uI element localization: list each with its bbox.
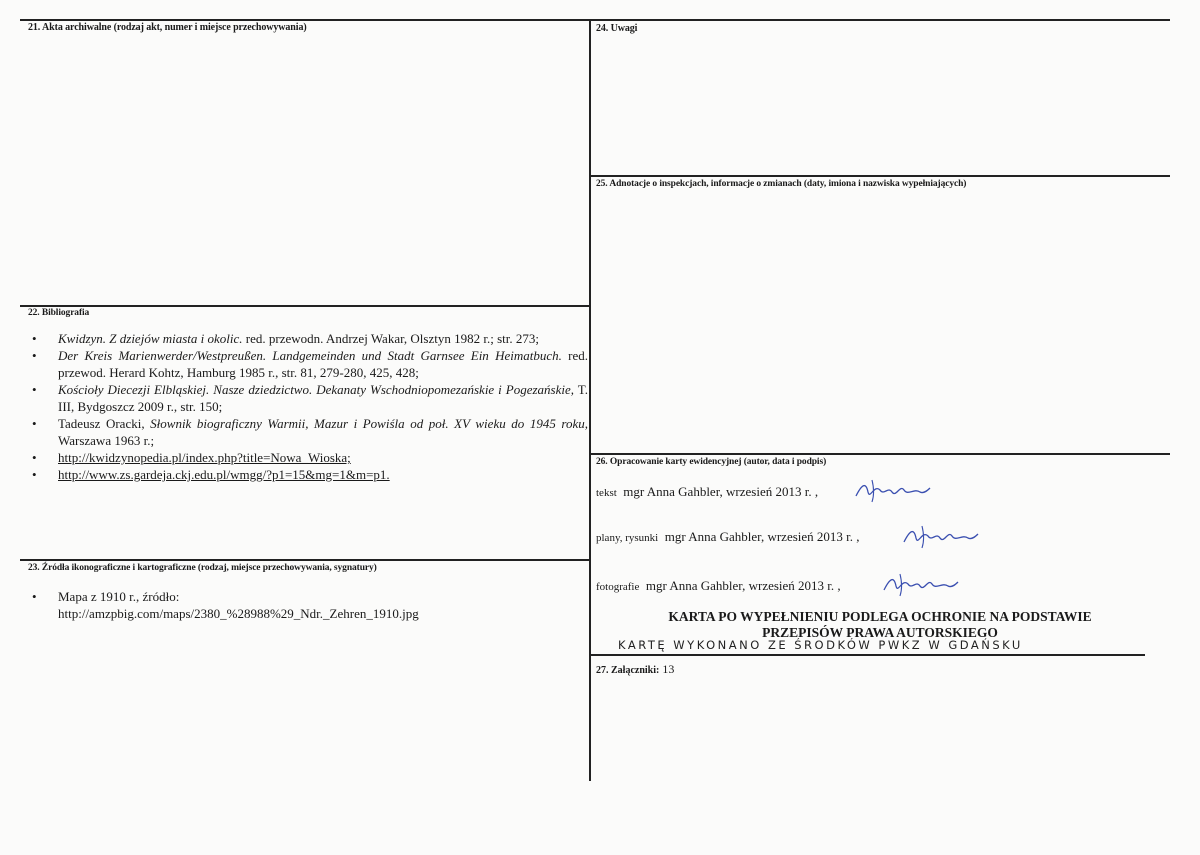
bibliography-item: [30, 330, 588, 347]
bibliography-link-item: [30, 466, 588, 483]
signature-3: [880, 572, 960, 598]
section-21-label: 21. Akta archiwalne (rodzaj akt, numer i miejsce przechowywania): [28, 22, 307, 33]
divider-26: [589, 453, 1170, 455]
divider-27: [589, 654, 1145, 656]
bullet: •: [32, 589, 37, 604]
author-row-text: [596, 484, 818, 500]
bibliography-item: [30, 381, 588, 415]
bib-title: Kościoły Diecezji Elbląskiej. Nasze dziedzictwo. Dekanaty Wschodniopomezańskie i Pogezańskie,: [58, 382, 575, 397]
copyright-notice-line2: PRZEPISÓW PRAWA AUTORSKIEGO: [762, 625, 998, 640]
kwidzynopedia-link[interactable]: http://kwidzynopedia.pl/index.php?title=Nowa_Wioska;: [58, 450, 351, 465]
attachments-row: [596, 662, 674, 677]
divider-22: [20, 305, 589, 307]
section-25-label: 25. Adnotacje o inspekcjach, informacje o zmianach (daty, imiona i nazwiska wypełniających): [596, 179, 967, 189]
bib-details: red. przewodn. Andrzej Wakar, Olsztyn 1982 r.; str. 273;: [242, 331, 539, 346]
divider-25: [589, 175, 1170, 177]
section-27-label: 27. Załączniki:: [596, 665, 660, 676]
center-divider: [589, 19, 591, 781]
bibliography-item: [30, 415, 588, 449]
bibliography-item: [30, 347, 588, 381]
map-source-line1: Mapa z 1910 r., źródło:: [58, 589, 180, 604]
top-border: [20, 19, 1170, 21]
author-row-plans: [596, 529, 860, 545]
gardeja-link[interactable]: http://www.zs.gardeja.ckj.edu.pl/wmgg/?p1=15&mg=1&m=p1.: [58, 467, 390, 482]
author-row-photos: [596, 578, 841, 594]
attachments-count: 13: [662, 662, 675, 676]
section-24-label: 24. Uwagi: [596, 23, 638, 34]
row-value: mgr Anna Gahbler, wrzesień 2013 r. ,: [645, 578, 841, 593]
bibliography-list: [30, 330, 588, 483]
bib-author: Tadeusz Oracki,: [58, 416, 151, 431]
bib-details: Warszawa 1963 r.;: [58, 433, 155, 448]
row-key: plany, rysunki: [596, 532, 659, 544]
map-source-url: http://amzpbig.com/maps/2380_%28988%29_Ndr._Zehren_1910.jpg: [58, 606, 419, 621]
handwritten-funding-note: KARTĘ WYKONANO ZE ŚRODKÓW PWKZ W GDAŃSKU: [618, 638, 1023, 652]
bib-details: red. przewod. Herard Kohtz, Hamburg 1985 r., str. 81, 279-280, 425, 428;: [58, 348, 588, 380]
section-26-label: 26. Opracowanie karty ewidencyjnej (autor, data i podpis): [596, 457, 827, 467]
row-key: tekst: [596, 487, 617, 499]
signature-2: [900, 524, 980, 550]
map-source: [30, 588, 570, 622]
row-value: mgr Anna Gahbler, wrzesień 2013 r. ,: [623, 484, 819, 499]
bib-title: Der Kreis Marienwerder/Westpreußen. Landgemeinden und Stadt Garnsee Ein Heimatbuch.: [58, 348, 562, 363]
row-key: fotografie: [596, 581, 640, 593]
copyright-notice-line1: KARTA PO WYPEŁNIENIU PODLEGA OCHRONIE NA PODSTAWIE: [668, 609, 1092, 624]
row-value: mgr Anna Gahbler, wrzesień 2013 r. ,: [664, 529, 860, 544]
bib-title: Słownik biograficzny Warmii, Mazur i Powiśla od poł. XV wieku do 1945 roku,: [150, 416, 588, 431]
bib-details: T. III, Bydgoszcz 2009 r., str. 150;: [58, 382, 588, 414]
section-23-label: 23. Źródła ikonograficzne i kartograficzne (rodzaj, miejsce przechowywania, sygnatury): [28, 563, 377, 573]
bib-title: Kwidzyn. Z dziejów miasta i okolic.: [58, 331, 243, 346]
divider-23: [20, 559, 589, 561]
bibliography-link-item: [30, 449, 588, 466]
section-22-label: 22. Bibliografia: [28, 308, 90, 318]
signature-1: [852, 478, 932, 504]
